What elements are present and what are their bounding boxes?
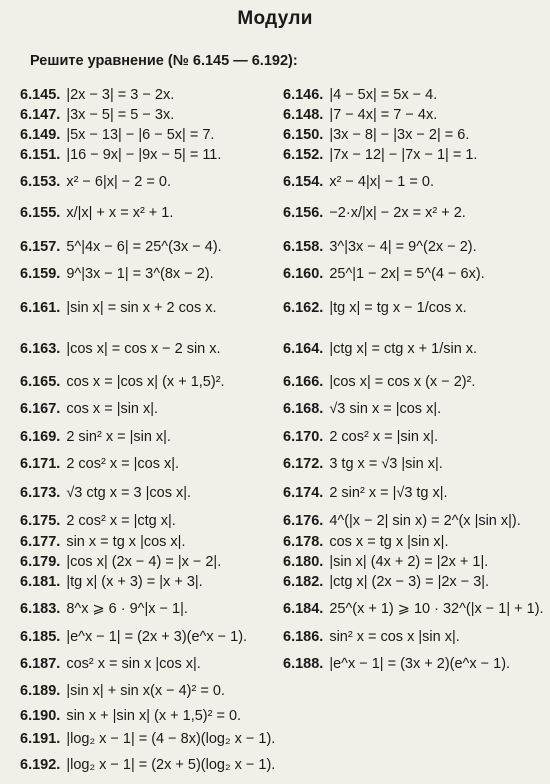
problem-item: 6.149. |5x − 13| − |6 − 5x| = 7. bbox=[20, 127, 215, 143]
problem-item: 6.184. 25^(x + 1) ⩾ 10 · 32^(|x − 1| + 1). bbox=[283, 601, 544, 617]
problem-item: 6.145. |2x − 3| = 3 − 2x. bbox=[20, 87, 175, 103]
problem-item: 6.170. 2 cos² x = |sin x|. bbox=[283, 429, 438, 445]
problem-item: 6.168. √3 sin x = |cos x|. bbox=[283, 401, 442, 417]
problem-item: 6.187. cos² x = sin x |cos x|. bbox=[20, 656, 201, 672]
problem-item: 6.157. 5^|4x − 6| = 25^(3x − 4). bbox=[20, 239, 222, 255]
problem-item: 6.158. 3^|3x − 4| = 9^(2x − 2). bbox=[283, 239, 477, 255]
problem-item: 6.151. |16 − 9x| − |9x − 5| = 11. bbox=[20, 147, 222, 163]
problem-item: 6.150. |3x − 8| − |3x − 2| = 6. bbox=[283, 127, 470, 143]
problem-item: 6.154. x² − 4|x| − 1 = 0. bbox=[283, 174, 434, 190]
problem-item: 6.178. cos x = tg x |sin x|. bbox=[283, 534, 449, 550]
problem-item: 6.176. 4^(|x − 2| sin x) = 2^(x |sin x|). bbox=[283, 513, 521, 529]
problem-item: 6.171. 2 cos² x = |cos x|. bbox=[20, 456, 180, 472]
problem-item: 6.173. √3 ctg x = 3 |cos x|. bbox=[20, 485, 192, 501]
problem-item: 6.165. cos x = |cos x| (x + 1,5)². bbox=[20, 374, 225, 390]
page-title: Модули bbox=[237, 8, 313, 29]
problem-item: 6.181. |tg x| (x + 3) = |x + 3|. bbox=[20, 574, 203, 590]
problem-item: 6.192. |log₂ x − 1| = (2x + 5)(log₂ x − 1). bbox=[20, 757, 276, 773]
problem-item: 6.159. 9^|3x − 1| = 3^(8x − 2). bbox=[20, 266, 214, 282]
problem-item: 6.147. |3x − 5| = 5 − 3x. bbox=[20, 107, 175, 123]
problem-item: 6.186. sin² x = cos x |sin x|. bbox=[283, 629, 460, 645]
problem-item: 6.148. |7 − 4x| = 7 − 4x. bbox=[283, 107, 438, 123]
problem-item: 6.161. |sin x| = sin x + 2 cos x. bbox=[20, 300, 217, 316]
problem-item: 6.163. |cos x| = cos x − 2 sin x. bbox=[20, 341, 221, 357]
instruction-text: Решите уравнение (№ 6.145 — 6.192): bbox=[30, 53, 298, 69]
problem-item: 6.174. 2 sin² x = |√3 tg x|. bbox=[283, 485, 448, 501]
problem-item: 6.182. |ctg x| (2x − 3) = |2x − 3|. bbox=[283, 574, 490, 590]
problem-item: 6.175. 2 cos² x = |ctg x|. bbox=[20, 513, 176, 529]
problem-item: 6.152. |7x − 12| − |7x − 1| = 1. bbox=[283, 147, 478, 163]
problem-item: 6.191. |log₂ x − 1| = (4 − 8x)(log₂ x − 1). bbox=[20, 731, 276, 747]
problem-item: 6.146. |4 − 5x| = 5x − 4. bbox=[283, 87, 438, 103]
problem-item: 6.172. 3 tg x = √3 |sin x|. bbox=[283, 456, 443, 472]
problem-item: 6.177. sin x = tg x |cos x|. bbox=[20, 534, 186, 550]
problem-item: 6.156. −2·x/|x| − 2x = x² + 2. bbox=[283, 205, 466, 221]
problem-item: 6.189. |sin x| + sin x(x − 4)² = 0. bbox=[20, 683, 225, 699]
problem-item: 6.153. x² − 6|x| − 2 = 0. bbox=[20, 174, 171, 190]
problem-item: 6.183. 8^x ⩾ 6 · 9^|x − 1|. bbox=[20, 601, 188, 617]
problem-item: 6.155. x/|x| + x = x² + 1. bbox=[20, 205, 174, 221]
problem-item: 6.160. 25^|1 − 2x| = 5^(4 − 6x). bbox=[283, 266, 485, 282]
problem-item: 6.190. sin x + |sin x| (x + 1,5)² = 0. bbox=[20, 708, 242, 724]
problem-item: 6.179. |cos x| (2x − 4) = |x − 2|. bbox=[20, 554, 222, 570]
problem-item: 6.167. cos x = |sin x|. bbox=[20, 401, 159, 417]
problem-item: 6.162. |tg x| = tg x − 1/cos x. bbox=[283, 300, 467, 316]
problem-item: 6.185. |e^x − 1| = (2x + 3)(e^x − 1). bbox=[20, 629, 248, 645]
problem-item: 6.166. |cos x| = cos x (x − 2)². bbox=[283, 374, 476, 390]
problem-item: 6.169. 2 sin² x = |sin x|. bbox=[20, 429, 171, 445]
problem-item: 6.188. |e^x − 1| = (3x + 2)(e^x − 1). bbox=[283, 656, 511, 672]
problem-item: 6.180. |sin x| (4x + 2) = |2x + 1|. bbox=[283, 554, 489, 570]
problem-item: 6.164. |ctg x| = ctg x + 1/sin x. bbox=[283, 341, 478, 357]
